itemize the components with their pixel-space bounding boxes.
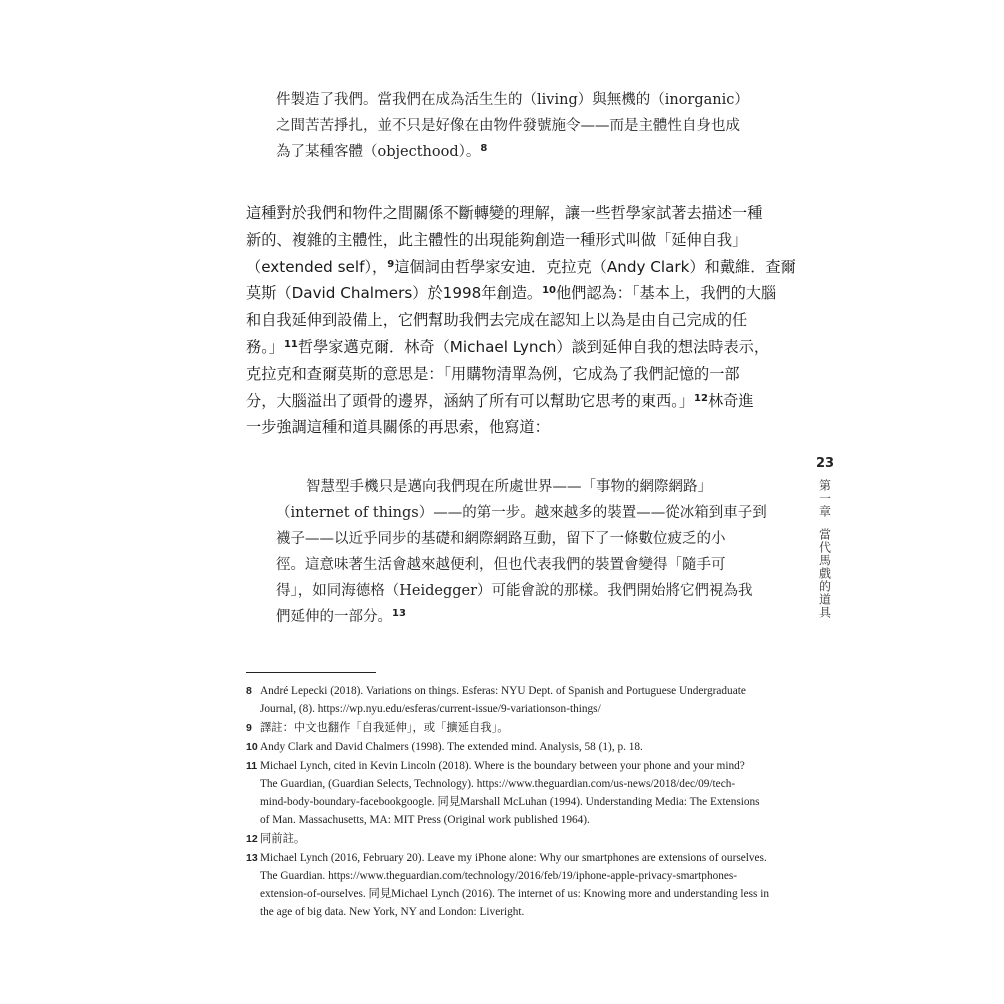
footnote-marker[interactable]: 11 (283, 338, 298, 350)
quote-line (276, 139, 776, 165)
footnote-line[interactable]: mind-body-boundary-facebookgoogle. 同見Marshall McLuhan (1994). Understanding Media: The Extensions (260, 796, 760, 808)
footnotes (246, 682, 776, 922)
footnote-number: 8 (246, 685, 252, 697)
footnote-line[interactable]: The Guardian, (Guardian Selects, Technology). https://www.theguardian.com/us-news/2018/dec/09/tech- (260, 778, 736, 790)
footnote-line: of Man. Massachusetts, MA: MIT Press (Original work published 1964). (260, 814, 590, 826)
footnote-line: the age of big data. New York, NY and London: Liveright. (260, 906, 525, 918)
footnote (246, 682, 776, 718)
body-line: 這種對於我們和物件之間關係不斷轉變的理解，讓一些哲學家試著去描述一種 (246, 204, 763, 222)
body-line-text: 他們認為：「基本上，我們的大腦 (556, 284, 777, 303)
quote-line: 之間苦苦掙扎，並不只是好像在由物件發號施令——而是主體性自身也成 (276, 118, 740, 134)
quote-line: 徑。這意味著生活會越來越便利，但也代表我們的裝置會變得「隨手可 (276, 557, 726, 573)
body-line-text: 莫斯（David Chalmers）於1998年創造。 (246, 284, 543, 303)
footnote-line: Michael Lynch (2016, February 20). Leave my iPhone alone: Why our smartphones are extensions of ourselves. (260, 852, 767, 864)
chapter-label (817, 479, 834, 619)
quote-line: （internet of things）——的第一步。越來越多的裝置——從冰箱到車子到 (276, 505, 767, 521)
quote-line: 襪子——以近乎同步的基礎和網際網路互動，留下了一條數位疲乏的小 (276, 531, 726, 547)
footnote-number: 10 (246, 741, 258, 753)
body-line-text: 這個詞由哲學家安迪．克拉克（Andy Clark）和戴維．查爾 (394, 257, 796, 276)
footnote-line: Michael Lynch, cited in Kevin Lincoln (2018). Where is the boundary between your phone and your mind? (260, 760, 745, 772)
footnote-marker[interactable]: 13 (392, 608, 406, 619)
footnote-line[interactable]: The Guardian. https://www.theguardian.com/technology/2016/feb/19/iphone-apple-privacy-smartphones- (260, 870, 738, 882)
footnote (246, 719, 776, 737)
body-line-text: 分，大腦溢出了頭骨的邊界，涵納了所有可以幫助它思考的東西。」 (246, 391, 695, 410)
body-line-text: 哲學家邁克爾．林奇（Michael Lynch）談到延伸自我的想法時表示， (297, 337, 770, 356)
body-line: 一步強調這種和道具關係的再思索，他寫道： (246, 418, 550, 437)
footnote-line: 譯註：中文也翻作「自我延伸」，或「擴延自我」。 (260, 722, 509, 734)
body-line-text: 林奇進 (707, 391, 754, 410)
body-paragraph (246, 200, 796, 441)
body-line (246, 254, 796, 281)
page-number: 23 (815, 456, 835, 471)
footnote (246, 849, 776, 921)
footnote-line: extension-of-ourselves. 同見Michael Lynch (2016). The internet of us: Knowing more and understanding less in (260, 888, 769, 900)
footnote-line: André Lepecki (2018). Variations on things. Esferas: NYU Dept. of Spanish and Portuguese Undergraduate (260, 685, 746, 697)
body-line (246, 388, 776, 415)
quote-line: 智慧型手機只是邁向我們現在所處世界——「事物的網際網路」 (306, 479, 712, 495)
quote-line-text: 們延伸的一部分。 (276, 609, 392, 625)
block-quote-bottom (276, 474, 776, 630)
chapter-number: 第一章 (817, 479, 832, 518)
footnote-number: 12 (246, 833, 258, 845)
footnote-line[interactable]: Journal, (8). https://wp.nyu.edu/esferas/current-issue/9-variationson-things/ (260, 703, 601, 715)
body-line: 和自我延伸到設備上，它們幫助我們去完成在認知上以為是由自己完成的任 (246, 311, 748, 330)
footnote-line: Andy Clark and David Chalmers (1998). The extended mind. Analysis, 58 (1), p. 18. (260, 741, 643, 753)
footnote (246, 738, 776, 756)
chapter-title: 當代馬戲的道具 (817, 528, 832, 619)
body-line-text: 務。」 (246, 337, 284, 356)
quote-line: 得」，如同海德格（Heidegger）可能會說的那樣。我們開始將它們視為我 (276, 583, 753, 599)
footnote-number: 9 (246, 722, 252, 734)
footnote-number: 11 (246, 760, 258, 772)
body-line: 克拉克和查爾莫斯的意思是：「用購物清單為例，它成為了我們記憶的一部 (246, 364, 740, 383)
body-line-text: （extended self）， (246, 257, 388, 276)
footnote-divider (246, 672, 376, 673)
block-quote-top (276, 87, 776, 165)
footnote-marker[interactable]: 10 (542, 285, 556, 297)
footnote-line: 同前註。 (260, 833, 306, 845)
quote-line-text: 為了某種客體（objecthood）。 (276, 144, 481, 160)
quote-line: 件製造了我們。當我們在成為活生生的（living）與無機的（inorganic） (276, 92, 749, 108)
footnote-marker[interactable]: 12 (694, 392, 708, 404)
footnote-number: 13 (246, 852, 258, 864)
body-line (246, 280, 776, 307)
footnote-marker[interactable]: 9 (387, 258, 395, 270)
footnote (246, 757, 776, 829)
quote-line (276, 604, 776, 630)
footnote-marker[interactable]: 8 (480, 143, 488, 154)
running-header (810, 456, 840, 619)
footnote (246, 830, 776, 848)
body-line: 新的、複雜的主體性，此主體性的出現能夠創造一種形式叫做「延伸自我」 (246, 230, 748, 249)
body-line (246, 334, 776, 361)
